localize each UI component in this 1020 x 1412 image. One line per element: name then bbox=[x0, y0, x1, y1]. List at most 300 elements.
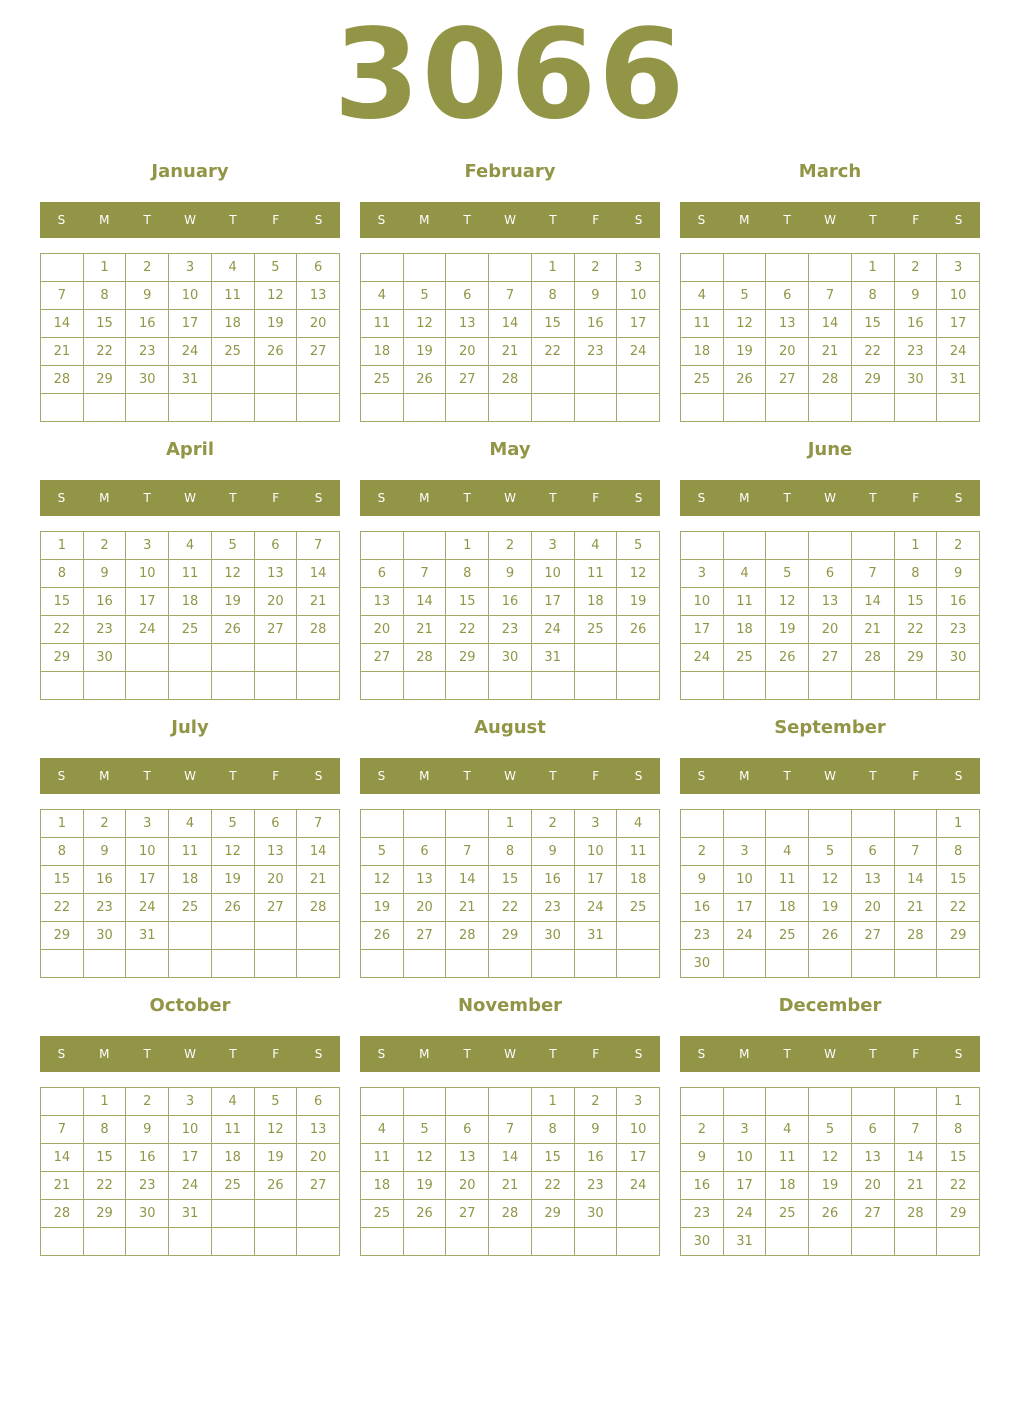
weekday-label: S bbox=[377, 769, 386, 783]
weekday-label: S bbox=[697, 491, 706, 505]
day-cell: 27 bbox=[446, 366, 489, 394]
day-cell: 21 bbox=[403, 616, 446, 644]
empty-day-cell bbox=[766, 1228, 809, 1256]
day-cell: 12 bbox=[809, 866, 852, 894]
day-cell: 22 bbox=[83, 338, 126, 366]
day-cell: 24 bbox=[723, 1200, 766, 1228]
month-name: October bbox=[149, 995, 231, 1016]
day-cell: 31 bbox=[126, 922, 169, 950]
day-cell: 16 bbox=[83, 866, 126, 894]
empty-day-cell bbox=[403, 810, 446, 838]
weekday-label: T bbox=[549, 213, 557, 227]
day-cell: 22 bbox=[894, 616, 937, 644]
day-grid bbox=[360, 531, 660, 700]
empty-day-cell bbox=[617, 1228, 660, 1256]
day-cell: 7 bbox=[41, 282, 84, 310]
day-cell: 29 bbox=[41, 922, 84, 950]
day-cell: 22 bbox=[851, 338, 894, 366]
day-cell: 26 bbox=[766, 644, 809, 672]
empty-day-cell bbox=[83, 950, 126, 978]
day-cell: 7 bbox=[297, 810, 340, 838]
day-grid bbox=[680, 1087, 980, 1256]
day-cell: 20 bbox=[766, 338, 809, 366]
empty-day-cell bbox=[361, 254, 404, 282]
week-row bbox=[361, 338, 660, 366]
empty-day-cell bbox=[574, 1228, 617, 1256]
day-cell: 22 bbox=[531, 338, 574, 366]
week-row bbox=[361, 394, 660, 422]
day-cell: 17 bbox=[169, 310, 212, 338]
day-grid bbox=[40, 531, 340, 700]
empty-day-cell bbox=[211, 394, 254, 422]
day-cell: 30 bbox=[574, 1200, 617, 1228]
day-cell: 10 bbox=[531, 560, 574, 588]
day-cell: 27 bbox=[403, 922, 446, 950]
day-cell: 25 bbox=[169, 616, 212, 644]
day-cell: 28 bbox=[403, 644, 446, 672]
weekday-label: F bbox=[592, 491, 600, 505]
day-cell: 12 bbox=[723, 310, 766, 338]
day-cell: 21 bbox=[297, 588, 340, 616]
day-cell: 20 bbox=[446, 338, 489, 366]
weekday-header bbox=[680, 480, 980, 516]
empty-day-cell bbox=[254, 1200, 297, 1228]
weekday-label: W bbox=[824, 1047, 836, 1061]
empty-day-cell bbox=[681, 810, 724, 838]
empty-day-cell bbox=[361, 1228, 404, 1256]
week-row bbox=[41, 1200, 340, 1228]
day-cell: 6 bbox=[403, 838, 446, 866]
week-row bbox=[41, 254, 340, 282]
day-cell: 10 bbox=[937, 282, 980, 310]
day-cell: 4 bbox=[723, 560, 766, 588]
day-cell: 21 bbox=[851, 616, 894, 644]
day-cell: 25 bbox=[766, 1200, 809, 1228]
day-cell: 1 bbox=[851, 254, 894, 282]
day-cell: 2 bbox=[574, 1088, 617, 1116]
weekday-label: S bbox=[697, 213, 706, 227]
day-cell: 22 bbox=[489, 894, 532, 922]
empty-day-cell bbox=[723, 810, 766, 838]
empty-day-cell bbox=[41, 1088, 84, 1116]
day-cell: 16 bbox=[531, 866, 574, 894]
week-row bbox=[681, 366, 980, 394]
empty-day-cell bbox=[169, 394, 212, 422]
day-cell: 21 bbox=[41, 338, 84, 366]
empty-day-cell bbox=[126, 644, 169, 672]
empty-day-cell bbox=[894, 672, 937, 700]
empty-day-cell bbox=[809, 394, 852, 422]
day-cell: 11 bbox=[617, 838, 660, 866]
day-cell: 15 bbox=[851, 310, 894, 338]
weekday-label: S bbox=[314, 1047, 323, 1061]
day-cell: 6 bbox=[446, 282, 489, 310]
month-name: August bbox=[474, 717, 546, 738]
day-cell: 4 bbox=[574, 532, 617, 560]
day-cell: 3 bbox=[723, 1116, 766, 1144]
weekday-label: T bbox=[143, 491, 151, 505]
day-cell: 14 bbox=[489, 310, 532, 338]
empty-day-cell bbox=[766, 394, 809, 422]
day-cell: 16 bbox=[681, 1172, 724, 1200]
day-cell: 9 bbox=[681, 866, 724, 894]
day-grid bbox=[680, 809, 980, 978]
month-name: June bbox=[807, 439, 853, 460]
day-cell: 25 bbox=[723, 644, 766, 672]
day-cell: 21 bbox=[809, 338, 852, 366]
day-cell: 26 bbox=[254, 338, 297, 366]
day-cell: 31 bbox=[723, 1228, 766, 1256]
day-cell: 14 bbox=[297, 560, 340, 588]
weekday-label: T bbox=[229, 1047, 237, 1061]
day-cell: 25 bbox=[211, 338, 254, 366]
day-cell: 2 bbox=[489, 532, 532, 560]
day-cell: 8 bbox=[937, 1116, 980, 1144]
empty-day-cell bbox=[169, 1228, 212, 1256]
empty-day-cell bbox=[126, 950, 169, 978]
day-cell: 17 bbox=[574, 866, 617, 894]
empty-day-cell bbox=[297, 950, 340, 978]
empty-day-cell bbox=[723, 532, 766, 560]
day-cell: 1 bbox=[894, 532, 937, 560]
week-row bbox=[361, 616, 660, 644]
empty-day-cell bbox=[254, 672, 297, 700]
week-row bbox=[41, 394, 340, 422]
weekday-label: T bbox=[229, 769, 237, 783]
day-cell: 9 bbox=[83, 838, 126, 866]
day-cell: 7 bbox=[894, 838, 937, 866]
day-cell: 12 bbox=[809, 1144, 852, 1172]
week-row bbox=[41, 922, 340, 950]
empty-day-cell bbox=[894, 810, 937, 838]
day-cell: 18 bbox=[361, 1172, 404, 1200]
day-cell: 26 bbox=[403, 1200, 446, 1228]
day-cell: 31 bbox=[169, 1200, 212, 1228]
day-cell: 23 bbox=[83, 894, 126, 922]
weekday-label: M bbox=[739, 1047, 750, 1061]
weekday-label: T bbox=[143, 1047, 151, 1061]
day-cell: 12 bbox=[403, 310, 446, 338]
week-row bbox=[681, 1228, 980, 1256]
weekday-label: M bbox=[99, 213, 110, 227]
day-cell: 16 bbox=[574, 1144, 617, 1172]
day-cell: 17 bbox=[723, 1172, 766, 1200]
day-cell: 4 bbox=[361, 282, 404, 310]
day-cell: 7 bbox=[489, 282, 532, 310]
day-cell: 6 bbox=[809, 560, 852, 588]
empty-day-cell bbox=[937, 1228, 980, 1256]
day-cell: 2 bbox=[126, 254, 169, 282]
day-cell: 11 bbox=[361, 1144, 404, 1172]
day-cell: 10 bbox=[574, 838, 617, 866]
empty-day-cell bbox=[361, 532, 404, 560]
day-cell: 6 bbox=[254, 810, 297, 838]
weekday-label: M bbox=[739, 769, 750, 783]
day-cell: 15 bbox=[894, 588, 937, 616]
day-cell: 28 bbox=[489, 1200, 532, 1228]
week-row bbox=[361, 1144, 660, 1172]
day-cell: 19 bbox=[723, 338, 766, 366]
weekday-label: T bbox=[463, 491, 471, 505]
day-cell: 15 bbox=[937, 866, 980, 894]
weekday-label: T bbox=[229, 491, 237, 505]
empty-day-cell bbox=[574, 366, 617, 394]
week-row bbox=[41, 810, 340, 838]
day-grid bbox=[680, 253, 980, 422]
weekday-label: T bbox=[869, 1047, 877, 1061]
weekday-header bbox=[360, 758, 660, 794]
day-cell: 16 bbox=[126, 1144, 169, 1172]
weekday-label: W bbox=[504, 769, 516, 783]
weekday-header bbox=[360, 1036, 660, 1072]
day-cell: 12 bbox=[361, 866, 404, 894]
empty-day-cell bbox=[41, 1228, 84, 1256]
day-cell: 8 bbox=[531, 282, 574, 310]
day-cell: 6 bbox=[766, 282, 809, 310]
day-cell: 4 bbox=[681, 282, 724, 310]
empty-day-cell bbox=[574, 644, 617, 672]
week-row bbox=[41, 588, 340, 616]
week-row bbox=[361, 588, 660, 616]
day-cell: 15 bbox=[41, 866, 84, 894]
empty-day-cell bbox=[681, 672, 724, 700]
weekday-label: S bbox=[314, 769, 323, 783]
day-cell: 14 bbox=[297, 838, 340, 866]
day-cell: 14 bbox=[446, 866, 489, 894]
weekday-label: S bbox=[954, 491, 963, 505]
empty-day-cell bbox=[403, 950, 446, 978]
day-cell: 4 bbox=[169, 532, 212, 560]
day-cell: 9 bbox=[574, 282, 617, 310]
day-cell: 5 bbox=[254, 1088, 297, 1116]
day-cell: 13 bbox=[766, 310, 809, 338]
day-cell: 28 bbox=[297, 894, 340, 922]
week-row bbox=[41, 866, 340, 894]
week-row bbox=[41, 644, 340, 672]
day-cell: 18 bbox=[361, 338, 404, 366]
day-cell: 24 bbox=[574, 894, 617, 922]
day-cell: 2 bbox=[681, 1116, 724, 1144]
day-cell: 3 bbox=[617, 254, 660, 282]
week-row bbox=[681, 810, 980, 838]
weekday-label: W bbox=[184, 213, 196, 227]
week-row bbox=[41, 560, 340, 588]
day-cell: 15 bbox=[83, 1144, 126, 1172]
day-cell: 18 bbox=[766, 894, 809, 922]
day-cell: 20 bbox=[809, 616, 852, 644]
weekday-label: T bbox=[463, 1047, 471, 1061]
day-cell: 8 bbox=[531, 1116, 574, 1144]
weekday-label: S bbox=[634, 769, 643, 783]
day-cell: 18 bbox=[574, 588, 617, 616]
day-cell: 5 bbox=[211, 532, 254, 560]
day-cell: 27 bbox=[851, 1200, 894, 1228]
empty-day-cell bbox=[681, 1088, 724, 1116]
weekday-label: S bbox=[57, 1047, 66, 1061]
empty-day-cell bbox=[766, 532, 809, 560]
week-row bbox=[361, 922, 660, 950]
day-cell: 24 bbox=[723, 922, 766, 950]
weekday-header bbox=[680, 1036, 980, 1072]
empty-day-cell bbox=[446, 254, 489, 282]
empty-day-cell bbox=[617, 1200, 660, 1228]
empty-day-cell bbox=[297, 366, 340, 394]
week-row bbox=[361, 838, 660, 866]
empty-day-cell bbox=[254, 950, 297, 978]
day-cell: 20 bbox=[297, 1144, 340, 1172]
day-cell: 18 bbox=[723, 616, 766, 644]
day-cell: 24 bbox=[617, 338, 660, 366]
day-cell: 6 bbox=[851, 838, 894, 866]
day-cell: 5 bbox=[211, 810, 254, 838]
day-cell: 16 bbox=[937, 588, 980, 616]
day-cell: 25 bbox=[361, 366, 404, 394]
day-cell: 3 bbox=[617, 1088, 660, 1116]
day-cell: 2 bbox=[894, 254, 937, 282]
day-cell: 6 bbox=[254, 532, 297, 560]
day-cell: 17 bbox=[126, 866, 169, 894]
day-cell: 10 bbox=[723, 1144, 766, 1172]
empty-day-cell bbox=[254, 644, 297, 672]
week-row bbox=[361, 672, 660, 700]
weekday-label: W bbox=[824, 491, 836, 505]
weekday-label: F bbox=[272, 769, 280, 783]
day-cell: 10 bbox=[169, 1116, 212, 1144]
month-name: September bbox=[774, 717, 886, 738]
day-cell: 15 bbox=[41, 588, 84, 616]
day-cell: 1 bbox=[937, 1088, 980, 1116]
day-cell: 15 bbox=[489, 866, 532, 894]
day-cell: 16 bbox=[126, 310, 169, 338]
week-row bbox=[361, 894, 660, 922]
day-cell: 29 bbox=[446, 644, 489, 672]
day-cell: 4 bbox=[766, 1116, 809, 1144]
empty-day-cell bbox=[446, 810, 489, 838]
empty-day-cell bbox=[254, 366, 297, 394]
day-cell: 27 bbox=[254, 894, 297, 922]
day-cell: 7 bbox=[403, 560, 446, 588]
weekday-label: F bbox=[912, 1047, 920, 1061]
empty-day-cell bbox=[723, 1088, 766, 1116]
week-row bbox=[361, 1116, 660, 1144]
weekday-label: S bbox=[314, 491, 323, 505]
empty-day-cell bbox=[489, 394, 532, 422]
day-cell: 11 bbox=[766, 1144, 809, 1172]
empty-day-cell bbox=[723, 254, 766, 282]
day-cell: 26 bbox=[809, 922, 852, 950]
week-row bbox=[41, 1088, 340, 1116]
day-cell: 13 bbox=[403, 866, 446, 894]
empty-day-cell bbox=[211, 1228, 254, 1256]
weekday-label: T bbox=[783, 213, 791, 227]
empty-day-cell bbox=[297, 1228, 340, 1256]
day-cell: 22 bbox=[937, 1172, 980, 1200]
day-cell: 17 bbox=[126, 588, 169, 616]
week-row bbox=[41, 338, 340, 366]
day-cell: 23 bbox=[531, 894, 574, 922]
empty-day-cell bbox=[489, 672, 532, 700]
day-cell: 29 bbox=[489, 922, 532, 950]
weekday-header bbox=[40, 202, 340, 238]
empty-day-cell bbox=[617, 950, 660, 978]
empty-day-cell bbox=[403, 1228, 446, 1256]
day-cell: 14 bbox=[809, 310, 852, 338]
empty-day-cell bbox=[766, 254, 809, 282]
empty-day-cell bbox=[574, 394, 617, 422]
day-cell: 13 bbox=[297, 1116, 340, 1144]
weekday-label: M bbox=[99, 769, 110, 783]
day-cell: 14 bbox=[41, 310, 84, 338]
day-cell: 8 bbox=[41, 560, 84, 588]
day-cell: 21 bbox=[489, 338, 532, 366]
empty-day-cell bbox=[297, 922, 340, 950]
weekday-label: T bbox=[783, 769, 791, 783]
empty-day-cell bbox=[169, 922, 212, 950]
day-cell: 5 bbox=[403, 282, 446, 310]
week-row bbox=[681, 922, 980, 950]
day-cell: 25 bbox=[211, 1172, 254, 1200]
day-cell: 24 bbox=[126, 894, 169, 922]
day-cell: 24 bbox=[531, 616, 574, 644]
empty-day-cell bbox=[297, 644, 340, 672]
day-cell: 19 bbox=[809, 1172, 852, 1200]
day-cell: 17 bbox=[681, 616, 724, 644]
day-cell: 30 bbox=[126, 366, 169, 394]
empty-day-cell bbox=[41, 394, 84, 422]
day-cell: 29 bbox=[894, 644, 937, 672]
day-cell: 30 bbox=[681, 1228, 724, 1256]
empty-day-cell bbox=[851, 394, 894, 422]
day-cell: 28 bbox=[894, 922, 937, 950]
weekday-label: T bbox=[463, 769, 471, 783]
day-cell: 28 bbox=[41, 366, 84, 394]
week-row bbox=[681, 310, 980, 338]
empty-day-cell bbox=[169, 644, 212, 672]
day-cell: 1 bbox=[937, 810, 980, 838]
day-cell: 30 bbox=[489, 644, 532, 672]
day-cell: 25 bbox=[361, 1200, 404, 1228]
weekday-label: F bbox=[912, 491, 920, 505]
week-row bbox=[361, 1172, 660, 1200]
weekday-label: S bbox=[954, 1047, 963, 1061]
empty-day-cell bbox=[809, 950, 852, 978]
weekday-label: T bbox=[869, 491, 877, 505]
day-cell: 12 bbox=[254, 282, 297, 310]
day-cell: 28 bbox=[851, 644, 894, 672]
day-cell: 27 bbox=[297, 338, 340, 366]
empty-day-cell bbox=[211, 1200, 254, 1228]
day-cell: 20 bbox=[851, 894, 894, 922]
day-cell: 2 bbox=[83, 810, 126, 838]
month-name: December bbox=[778, 995, 882, 1016]
weekday-label: F bbox=[272, 1047, 280, 1061]
day-cell: 4 bbox=[361, 1116, 404, 1144]
weekday-header bbox=[40, 758, 340, 794]
weekday-label: S bbox=[634, 1047, 643, 1061]
day-cell: 26 bbox=[254, 1172, 297, 1200]
week-row bbox=[41, 532, 340, 560]
week-row bbox=[681, 1200, 980, 1228]
day-cell: 3 bbox=[574, 810, 617, 838]
week-row bbox=[681, 532, 980, 560]
day-cell: 27 bbox=[446, 1200, 489, 1228]
day-cell: 28 bbox=[446, 922, 489, 950]
day-cell: 10 bbox=[681, 588, 724, 616]
day-cell: 29 bbox=[83, 366, 126, 394]
day-cell: 23 bbox=[126, 338, 169, 366]
day-cell: 13 bbox=[809, 588, 852, 616]
day-cell: 26 bbox=[211, 616, 254, 644]
